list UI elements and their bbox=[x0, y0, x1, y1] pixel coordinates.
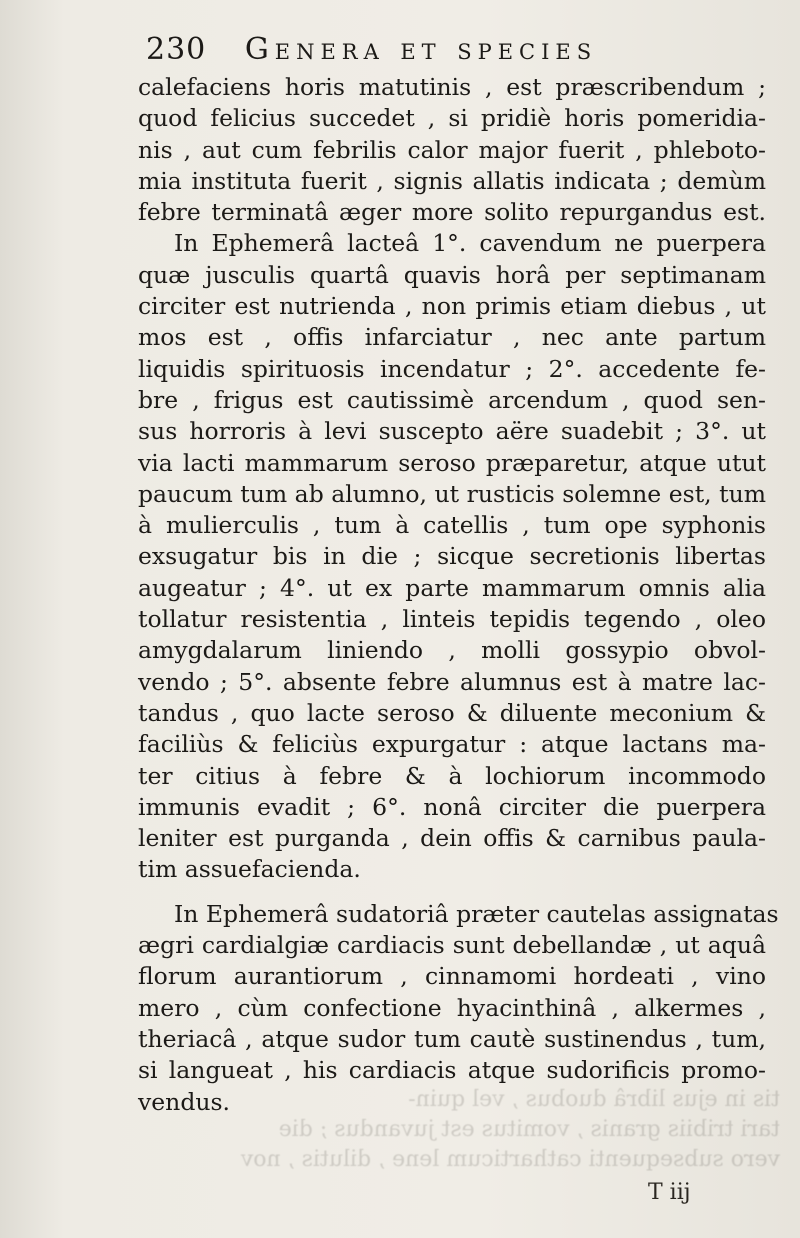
text-line: mia instituta fuerit , signis allatis indicata ; demùm bbox=[138, 166, 766, 195]
text-line: febre terminatâ æger more solito repurgandus est. bbox=[138, 198, 766, 227]
text-line: immunis evadit ; 6°. nonâ circiter die puerpera bbox=[138, 792, 766, 821]
text-line: ægri cardialgiæ cardiacis sunt debellandæ , ut aquâ bbox=[138, 931, 766, 960]
text-line: liquidis spirituosis incendatur ; 2°. accedente fe- bbox=[138, 354, 766, 383]
running-title: Genera et species bbox=[244, 32, 598, 67]
text-line: si langueat , his cardiacis atque sudorificis promo- bbox=[138, 1056, 766, 1085]
bleed-line: tari tribiis granis , vomitus est juvandus ; die bbox=[278, 1117, 780, 1142]
text-line: augeatur ; 4°. ut ex parte mammarum omnis alia bbox=[138, 573, 766, 602]
text-line: In Ephemerâ sudatoriâ præter cautelas assignatas bbox=[174, 899, 779, 928]
text-line: paucum tum ab alumno, ut rusticis solemne est, tum bbox=[138, 479, 766, 508]
text-line: calefaciens horis matutinis , est præscribendum ; bbox=[138, 73, 766, 101]
text-line: sus horroris à levi suscepto aëre suadebit ; 3°. ut bbox=[138, 417, 766, 446]
text-line: circiter est nutrienda , non primis etiam diebus , ut bbox=[138, 292, 766, 321]
text-line: vendus. bbox=[138, 1087, 231, 1116]
text-line: tandus , quo lacte seroso & diluente meconium & bbox=[138, 698, 766, 727]
text-line: florum aurantiorum , cinnamomi hordeati , vino bbox=[138, 962, 766, 991]
text-line: quod felicius succedet , si pridiè horis pomeridia- bbox=[138, 104, 766, 133]
text-line: exsugatur bis in die ; sicque secretionis libertas bbox=[138, 542, 766, 571]
running-header bbox=[146, 32, 691, 76]
paragraph bbox=[138, 72, 766, 228]
paragraph bbox=[138, 228, 766, 885]
bleed-line: tis in ejus librâ duobus , vel quin- bbox=[408, 1087, 780, 1112]
text-line: In Ephemerâ lacteâ 1°. cavendum ne puerpera bbox=[174, 229, 766, 258]
text-line: quæ jusculis quartâ quavis horâ per septimanam bbox=[138, 260, 766, 289]
text-line: tollatur resistentia , linteis tepidis tegendo , oleo bbox=[138, 605, 766, 634]
text-line: amygdalarum liniendo , molli gossypio obvol- bbox=[138, 636, 766, 665]
text-line: à mulierculis , tum à catellis , tum ope syphonis bbox=[138, 511, 766, 540]
paragraph bbox=[138, 899, 779, 1118]
bleed-line: vero subsequenti catharticum lene , dilutis , nov bbox=[240, 1147, 780, 1172]
page-number: 230 bbox=[146, 32, 207, 67]
text-line: via lacti mammarum seroso præparetur, atque utut bbox=[138, 448, 766, 477]
text-line: leniter est purganda , dein offis & carnibus paula- bbox=[138, 824, 766, 853]
text-line: mos est , offis infarciatur , nec ante partum bbox=[138, 323, 766, 352]
signature-mark: T iij bbox=[648, 1180, 691, 1205]
page-body bbox=[138, 72, 779, 1118]
text-line: ter citius à febre & à lochiorum incommodo bbox=[138, 761, 766, 790]
text-line: nis , aut cum febrilis calor major fuerit , phleboto- bbox=[138, 135, 766, 164]
text-line: faciliùs & feliciùs expurgatur : atque lactans ma- bbox=[138, 730, 766, 759]
text-line: vendo ; 5°. absente febre alumnus est à matre lac- bbox=[138, 667, 766, 696]
text-line: theriacâ , atque sudor tum cautè sustinendus , tum, bbox=[138, 1024, 766, 1053]
text-line: tim assuefacienda. bbox=[138, 855, 361, 884]
text-line: bre , frigus est cautissimè arcendum , quod sen- bbox=[138, 385, 766, 414]
text-line: mero , cùm confectione hyacinthinâ , alkermes , bbox=[138, 993, 766, 1022]
